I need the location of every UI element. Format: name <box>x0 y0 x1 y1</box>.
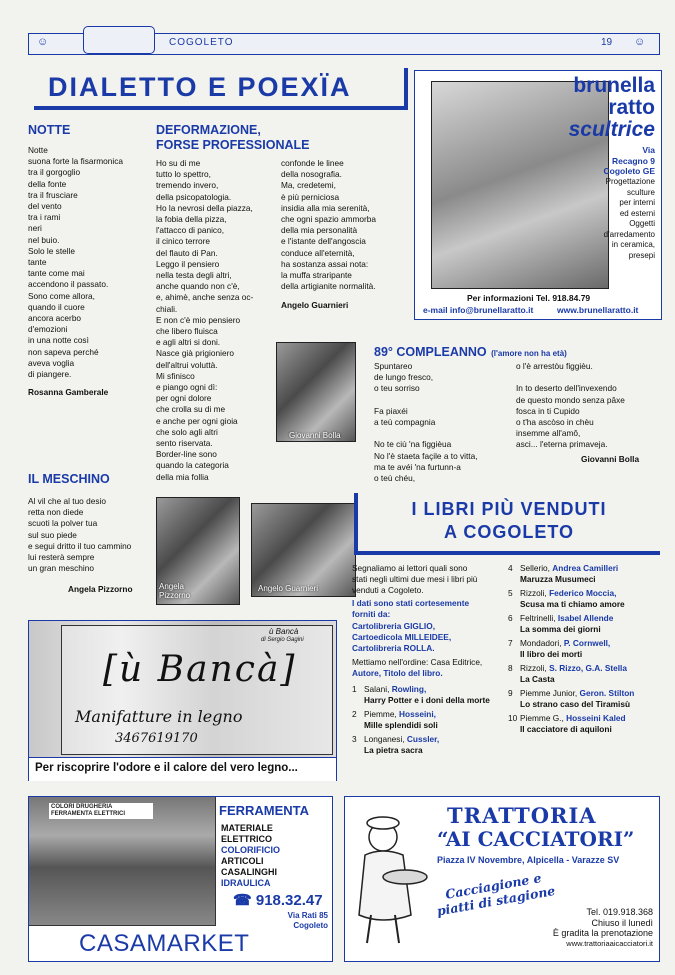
bestsellers-column-left <box>352 684 507 759</box>
source-row <box>352 621 512 632</box>
section-title-box <box>34 68 408 110</box>
book-author: Rowling, <box>391 684 427 694</box>
book-title: La pietra sacra <box>364 744 423 755</box>
poem-author-notte: Rosanna Gamberale <box>28 387 109 397</box>
trattoria-closed: Chiuso il lunedì <box>591 917 653 928</box>
book-title: Scusa ma ti chiamo amore <box>520 598 625 609</box>
poem-text-compleanno-col2: o l'è arrestòu figgièu. In to deserto dell'invexendo de questo mondo senza pâxe fosca in ti Cupido o t'ha ascòso in chèu insemme all'amô, asci... l'eterna primaveja. <box>516 361 625 450</box>
book-item <box>352 734 507 755</box>
trattoria-address: Piazza IV Novembre, Alpicella - Varazze SV <box>437 855 620 865</box>
book-publisher: Piemme G., <box>520 713 564 723</box>
poem-title-line1: DEFORMAZIONE, <box>156 123 261 137</box>
book-item <box>352 684 507 705</box>
book-publisher: Salani, <box>364 684 390 694</box>
page-number: 19 <box>601 37 613 48</box>
bestsellers-list <box>352 563 662 763</box>
book-item <box>508 688 663 709</box>
trattoria-website[interactable]: www.trattoriaaicacciatori.it <box>566 938 653 948</box>
source-row <box>352 632 512 643</box>
book-publisher: Longanesi, <box>364 734 405 744</box>
bestsellers-order-note <box>352 657 512 679</box>
book-publisher: Piemme, <box>364 709 397 719</box>
book-author: Federico Moccia, <box>549 588 617 598</box>
poem-text-compleanno-col1: Spuntareo de lungo fresco, o teu sorriso Fa piaxéi a teù compagnia No te ciù 'na figgièua No l'è staeta façile a to vitta, ma te avéi 'na furtunn-a o teù chéu, <box>374 361 478 484</box>
casamarket-title: FERRAMENTA <box>219 803 310 818</box>
source-row <box>352 643 512 654</box>
casamarket-items <box>221 823 280 889</box>
poem-title-compleanno <box>374 343 567 361</box>
trattoria-title1: TRATTORIA <box>447 803 597 828</box>
banca-subtitle: Manifatture in legno <box>75 707 243 726</box>
book-publisher: Rizzoli, <box>520 663 547 673</box>
casamarket-item: ELETTRICO <box>221 834 272 844</box>
trattoria-booking: È gradita la prenotazione <box>552 928 653 938</box>
ad-trattoria-ai-cacciatori <box>344 796 660 962</box>
chef-illustration <box>353 815 429 951</box>
banca-small-logo: ù Bancà <box>269 627 299 636</box>
shop-sign: COLORI DRUGHERIA FERRAMENTA ELETTRICI <box>49 803 153 819</box>
book-item <box>508 663 663 684</box>
header-ornament-icon: ☺ <box>634 36 646 48</box>
book-rank: 10 <box>508 713 518 723</box>
source-name: ROLLA. <box>403 643 435 654</box>
book-title: Il cacciatore di aquiloni <box>520 723 612 734</box>
casamarket-address: Via Rati 85 Cogoleto <box>287 911 328 930</box>
book-title: La Casta <box>520 673 555 684</box>
trattoria-tel: Tel. 019.918.368 <box>586 907 653 917</box>
trattoria-slogan: Cacciagione e piatti di stagione <box>435 870 557 919</box>
poem-author-deformazione: Angelo Guarnieri <box>281 300 349 310</box>
book-publisher: Piemme Junior, <box>520 688 578 698</box>
poem-title-deformazione <box>156 123 310 153</box>
casamarket-item: MATERIALE <box>221 823 273 833</box>
poem-author-compleanno: Giovanni Bolla <box>581 454 640 464</box>
photo-caption: Angela Pizzorno <box>159 582 191 600</box>
photo-caption: Angelo Guarnieri <box>258 584 319 593</box>
book-author: Hosseini, <box>399 709 436 719</box>
book-rank: 6 <box>508 613 513 623</box>
trattoria-title2: “AI CACCIATORI” <box>437 827 635 851</box>
book-publisher: Feltrinelli, <box>520 613 556 623</box>
poem-text-meschino: Al vil che al tuo desio retta non diede scuoti la polver tua sul suo piede e segui dritto il tuo cammino lui resterà sempre un gran meschino <box>28 496 132 574</box>
bestsellers-title-line1: I LIBRI PIÙ VENDUTI <box>411 499 607 519</box>
source-shop: Cartolibreria <box>352 621 402 631</box>
book-rank: 4 <box>508 563 513 573</box>
banca-small-sub: di Sergio Gagini <box>261 637 304 643</box>
bestsellers-order-note-line2: Autore, Titolo del libro. <box>352 668 443 679</box>
book-rank: 2 <box>352 709 357 719</box>
bestsellers-title-box <box>354 493 660 555</box>
page-header <box>28 33 660 55</box>
bestsellers-sources-label: I dati sono stati cortesemente forniti da: <box>352 598 470 620</box>
bestsellers-title-line2: A COGOLETO <box>443 522 574 542</box>
poem-title-line2: FORSE PROFESSIONALE <box>156 138 310 152</box>
chef-icon <box>353 815 429 951</box>
bestsellers-order-note-line1: Mettiamo nell'ordine: Casa Editrice, <box>352 657 483 667</box>
brunella-name-line1: brunella <box>573 74 655 97</box>
book-rank: 7 <box>508 638 513 648</box>
book-item <box>508 713 663 734</box>
source-name: MILLEIDEE, <box>404 632 452 643</box>
source-shop: Cartolibreria <box>352 643 402 654</box>
poem-author-meschino: Angela Pizzorno <box>68 584 133 594</box>
brunella-name <box>569 75 655 141</box>
book-rank: 1 <box>352 684 357 694</box>
trattoria-contacts <box>553 907 653 949</box>
photo-giovanni-bolla <box>276 342 356 442</box>
banca-slogan: Per riscoprire l'odore e il calore del vero legno... <box>35 762 298 774</box>
banca-logo: [ù Bancà] <box>103 649 297 690</box>
ad-casamarket <box>28 796 333 962</box>
book-item <box>352 709 507 730</box>
book-rank: 3 <box>352 734 357 744</box>
poem-text-deformazione-col2: confonde le linee della nosografia. Ma, credetemi, è più perniciosa insidia alla mia serenità, che ogni spazio ammorba della mia personalità e l'istante dell'angoscia conduce all'eternità, ha sostanza assai nota: la muffa straripante della artigianite normalità. <box>281 158 377 292</box>
brunella-website[interactable]: www.brunellaratto.it <box>557 305 639 315</box>
book-author: Geron. Stilton <box>579 688 635 698</box>
ad-u-banca <box>28 620 337 781</box>
casamarket-item: CASALINGHI <box>221 867 277 877</box>
book-author: Cussler, <box>406 734 440 744</box>
casamarket-item: ARTICOLI <box>221 856 264 866</box>
casamarket-item: IDRAULICA <box>221 878 271 888</box>
bestsellers-column-right <box>508 563 663 738</box>
book-publisher: Rizzoli, <box>520 588 547 598</box>
photo-caption: Giovanni Bolla <box>289 431 341 440</box>
poem-title-main: 89° COMPLEANNO <box>374 345 487 359</box>
photo-angela-pizzorno <box>156 497 240 605</box>
book-title: Il libro dei morti <box>520 648 583 659</box>
casamarket-item: COLORIFICIO <box>221 845 280 855</box>
bestsellers-sources <box>352 621 512 655</box>
photo-angelo-guarnieri <box>251 503 356 597</box>
brunella-info: Per informazioni Tel. 918.84.79 <box>467 293 591 303</box>
casamarket-phone-number: 918.32.47 <box>255 892 323 909</box>
brunella-address: Via Recagno 9 Cogoleto GE <box>603 145 655 176</box>
brunella-email[interactable]: e-mail info@brunellaratto.it <box>423 305 534 315</box>
book-title: Mille splendidi soli <box>364 719 438 730</box>
book-item <box>508 563 663 584</box>
book-rank: 5 <box>508 588 513 598</box>
book-title: Lo strano caso del Tiramisù <box>520 698 631 709</box>
book-title: La somma dei giorni <box>520 623 601 634</box>
book-author: S. Rizzo, G.A. Stella <box>549 663 627 673</box>
book-item <box>508 638 663 659</box>
book-rank: 9 <box>508 688 513 698</box>
book-rank: 8 <box>508 663 513 673</box>
ad-brunella-ratto <box>414 70 662 320</box>
poem-text-deformazione-col1: Ho su di me tutto lo spettro, tremendo invero, della psicopatologia. Ho la nevrosi della piazza, la fobia della pizza, l'attacco di panico, il cinico terrore del flauto di Pan. Leggo il pensiero nella testa degli altri, anche quando non c'è, e, ahimè, anche senza oc- chiali. E non c'è mio pensiero che libero fluisca e agli altri si doni. Nasce già prigioniero dell'altrui voluttà. Mi sfinisco e piango ogni dì: per ogni dolore che crolla su di me e anche per ogni gioia che solo agli altri sento riservata. Border-line sono quando la categoria della mia follia <box>156 158 254 482</box>
header-section: COGOLETO <box>169 37 234 48</box>
book-author: P. Cornwell, <box>563 638 611 648</box>
section-title: DIALETTO E POEXÏA <box>48 72 352 102</box>
book-publisher: Mondadori, <box>520 638 562 648</box>
header-ornament-icon: ☺ <box>37 36 49 48</box>
brunella-description: Progettazione sculture per interni ed esterni Oggetti d'arredamento in ceramica, presepi <box>603 177 655 260</box>
book-author: Isabel Allende <box>557 613 614 623</box>
source-name: GIGLIO, <box>403 621 436 631</box>
brunella-name-line3: scultrice <box>568 118 655 141</box>
banca-slogan-bar <box>29 757 336 781</box>
book-author: Andrea Camilleri <box>552 563 619 573</box>
book-publisher: Sellerio, <box>520 563 550 573</box>
phone-icon: ☎ <box>233 892 252 909</box>
book-author: Hosseini Kaled <box>566 713 626 723</box>
poem-title-meschino: IL MESCHINO <box>28 472 110 486</box>
brunella-name-line2: ratto <box>608 96 655 119</box>
shop-photo <box>29 797 216 926</box>
casamarket-phone <box>233 891 323 909</box>
poem-text-notte: Notte suona forte la fisarmonica tra il gorgoglio della fonte tra il frusciare del vento tra i rami neri nel buio. Solo le stelle tante tante come mai accendono il passato. Sono come allora, quando il cuore ancora acerbo d'emozioni in una notte così non sapeva perché aveva voglia di piangere. <box>28 145 124 380</box>
book-item <box>508 588 663 609</box>
bestsellers-intro: Segnaliamo ai lettori quali sono stati negli ultimi due mesi i libri più venduti a Cogoleto. <box>352 563 478 596</box>
casamarket-name: CASAMARKET <box>79 930 250 957</box>
banca-phone: 3467619170 <box>115 731 198 746</box>
poem-title-notte: NOTTE <box>28 123 71 137</box>
book-title: Maruzza Musumeci <box>520 573 596 584</box>
book-item <box>508 613 663 634</box>
header-tab <box>83 26 155 54</box>
poem-subtitle: (l'amore non ha età) <box>491 349 567 358</box>
book-title: Harry Potter e i doni della morte <box>364 694 490 705</box>
source-shop: Cartoedicola <box>352 632 403 643</box>
